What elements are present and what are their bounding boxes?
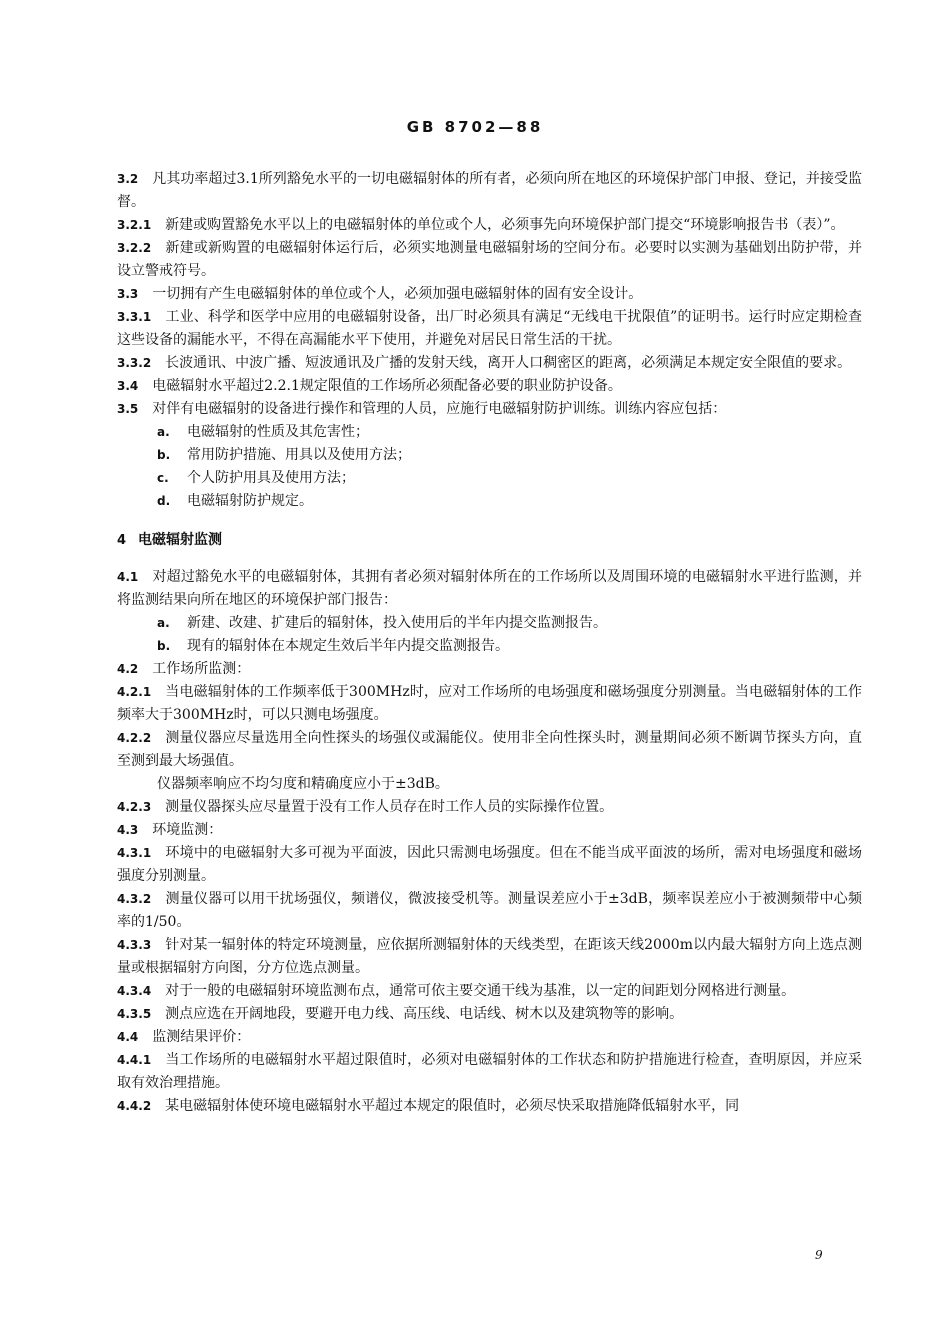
clause-number: 4.4.1 xyxy=(117,1053,152,1067)
clause-text: 测量仪器可以用干扰场强仪，频谱仪，微波接受机等。测量误差应小于±3dB，频率误差应小于被测频带中心频率的1/50。 xyxy=(117,891,862,930)
clause-number: 3.2.1 xyxy=(117,218,152,232)
clause-text: 一切拥有产生电磁辐射体的单位或个人，必须加强电磁辐射体的固有安全设计。 xyxy=(152,286,643,302)
clause-4-4 xyxy=(117,1026,862,1049)
clause-text: 工业、科学和医学中应用的电磁辐射设备，出厂时必须具有满足“无线电干扰限值”的证明书。运行时应定期检查这些设备的漏能水平，不得在高漏能水平下使用，并避免对居民日常生活的干扰。 xyxy=(117,309,862,348)
clause-text: 环境监测： xyxy=(152,822,223,838)
clause-text: 测量仪器探头应尽量置于没有工作人员存在时工作人员的实际操作位置。 xyxy=(165,799,614,815)
clause-text: 某电磁辐射体使环境电磁辐射水平超过本规定的限值时，必须尽快采取措施降低辐射水平，同 xyxy=(165,1098,740,1114)
clause-number: 4.3.5 xyxy=(117,1007,152,1021)
clause-3-3 xyxy=(117,283,862,306)
list-text: 电磁辐射防护规定。 xyxy=(187,493,313,509)
clause-number: 4.4.2 xyxy=(117,1099,152,1113)
clause-text: 对超过豁免水平的电磁辐射体，其拥有者必须对辐射体所在的工作场所以及周围环境的电磁辐射水平进行监测，并将监测结果向所在地区的环境保护部门报告： xyxy=(117,569,862,608)
clause-number: 3.2.2 xyxy=(117,241,152,255)
section-heading-4 xyxy=(117,529,862,552)
list-item xyxy=(117,467,862,490)
clause-text: 针对某一辐射体的特定环境测量，应依据所测辐射体的天线类型，在距该天线2000m以内最大辐射方向上选点测量或根据辐射方向图，分方位选点测量。 xyxy=(117,937,862,976)
list-item xyxy=(117,421,862,444)
clause-text: 当工作场所的电磁辐射水平超过限值时，必须对电磁辐射体的工作状态和防护措施进行检查，查明原因，并应采取有效治理措施。 xyxy=(117,1052,862,1091)
clause-text: 对伴有电磁辐射的设备进行操作和管理的人员，应施行电磁辐射防护训练。训练内容应包括： xyxy=(152,401,727,417)
list-item xyxy=(117,490,862,513)
clause-number: 4.3.2 xyxy=(117,892,152,906)
clause-number: 3.3.2 xyxy=(117,356,152,370)
clause-number: 3.3.1 xyxy=(117,310,152,324)
clause-text: 电磁辐射水平超过2.2.1规定限值的工作场所必须配备必要的职业防护设备。 xyxy=(152,378,622,394)
clause-4-3-2 xyxy=(117,888,862,934)
clause-number: 3.5 xyxy=(117,402,139,416)
clause-number: 4.3.1 xyxy=(117,846,152,860)
clause-number: 4.3.3 xyxy=(117,938,152,952)
clause-3-2-1 xyxy=(117,214,862,237)
list-text: 新建、改建、扩建后的辐射体，投入使用后的半年内提交监测报告。 xyxy=(187,615,607,631)
clause-4-3-3 xyxy=(117,934,862,980)
clause-number: 4.2 xyxy=(117,662,139,676)
clause-3-2 xyxy=(117,168,862,214)
clause-3-2-2 xyxy=(117,237,862,283)
standard-header: GB 8702—88 xyxy=(406,118,544,136)
clause-text: 工作场所监测： xyxy=(152,661,251,677)
clause-3-4 xyxy=(117,375,862,398)
section-number: 4 xyxy=(117,533,127,548)
clause-4-3 xyxy=(117,819,862,842)
clause-text: 当电磁辐射体的工作频率低于300MHz时，应对工作场所的电场强度和磁场强度分别测量。当电磁辐射体的工作频率大于300MHz时，可以只测电场强度。 xyxy=(117,684,862,723)
clause-text: 新建或购置豁免水平以上的电磁辐射体的单位或个人，必须事先向环境保护部门提交“环境影响报告书（表）”。 xyxy=(165,217,845,233)
list-text: 现有的辐射体在本规定生效后半年内提交监测报告。 xyxy=(187,638,509,654)
document-body xyxy=(117,168,862,1118)
clause-4-2-2 xyxy=(117,727,862,773)
list-text: 个人防护用具及使用方法； xyxy=(187,470,355,486)
list-letter: c. xyxy=(157,471,169,485)
indented-paragraph: 仪器频率响应不均匀度和精确度应小于±3dB。 xyxy=(157,776,449,792)
clause-text: 测点应选在开阔地段，要避开电力线、高压线、电话线、树木以及建筑物等的影响。 xyxy=(165,1006,684,1022)
clause-text: 凡其功率超过3.1所列豁免水平的一切电磁辐射体的所有者，必须向所在地区的环境保护部门申报、登记，并接受监督。 xyxy=(117,171,862,210)
clause-number: 3.3 xyxy=(117,287,139,301)
clause-number: 4.1 xyxy=(117,570,139,584)
page-number: 9 xyxy=(815,1248,823,1262)
clause-text: 测量仪器应尽量选用全向性探头的场强仪或漏能仪。使用非全向性探头时，测量期间必须不断调节探头方向，直至测到最大场强值。 xyxy=(117,730,862,769)
clause-number: 3.2 xyxy=(117,172,139,186)
clause-4-2-3 xyxy=(117,796,862,819)
section-title: 电磁辐射监测 xyxy=(138,532,223,548)
clause-4-3-1 xyxy=(117,842,862,888)
clause-4-2 xyxy=(117,658,862,681)
clause-3-5 xyxy=(117,398,862,421)
list-text: 常用防护措施、用具以及使用方法； xyxy=(187,447,411,463)
clause-4-1 xyxy=(117,566,862,612)
list-item xyxy=(117,635,862,658)
clause-number: 4.2.1 xyxy=(117,685,152,699)
clause-4-2-1 xyxy=(117,681,862,727)
clause-3-3-1 xyxy=(117,306,862,352)
clause-text: 对于一般的电磁辐射环境监测布点，通常可依主要交通干线为基准，以一定的间距划分网格进行测量。 xyxy=(165,983,796,999)
list-letter: d. xyxy=(157,494,171,508)
clause-text: 监测结果评价： xyxy=(152,1029,251,1045)
clause-4-3-4 xyxy=(117,980,862,1003)
clause-4-3-5 xyxy=(117,1003,862,1026)
clause-3-3-2 xyxy=(117,352,862,375)
list-letter: a. xyxy=(157,616,170,630)
clause-number: 4.3.4 xyxy=(117,984,152,998)
clause-text: 新建或新购置的电磁辐射体运行后，必须实地测量电磁辐射场的空间分布。必要时以实测为基础划出防护带，并设立警戒符号。 xyxy=(117,240,862,279)
list-item xyxy=(117,612,862,635)
list-item xyxy=(117,444,862,467)
list-letter: b. xyxy=(157,639,171,653)
clause-number: 3.4 xyxy=(117,379,139,393)
clause-4-4-1 xyxy=(117,1049,862,1095)
clause-text: 长波通讯、中波广播、短波通讯及广播的发射天线，离开人口稠密区的距离，必须满足本规定安全限值的要求。 xyxy=(165,355,852,371)
list-letter: a. xyxy=(157,425,170,439)
clause-text: 环境中的电磁辐射大多可视为平面波，因此只需测电场强度。但在不能当成平面波的场所，需对电场强度和磁场强度分别测量。 xyxy=(117,845,862,884)
list-text: 电磁辐射的性质及其危害性； xyxy=(187,424,369,440)
clause-number: 4.3 xyxy=(117,823,139,837)
list-letter: b. xyxy=(157,448,171,462)
clause-number: 4.2.3 xyxy=(117,800,152,814)
clause-4-4-2 xyxy=(117,1095,862,1118)
clause-number: 4.4 xyxy=(117,1030,139,1044)
clause-number: 4.2.2 xyxy=(117,731,152,745)
